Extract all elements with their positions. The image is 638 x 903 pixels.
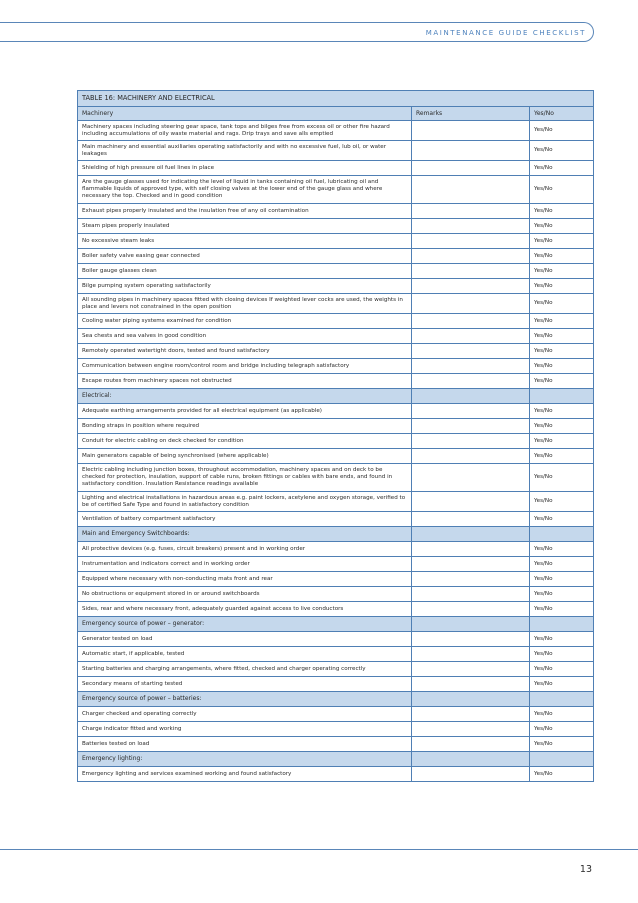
yesno-cell[interactable]: Yes/No [530, 767, 594, 782]
yesno-cell[interactable]: Yes/No [530, 572, 594, 587]
table-row [78, 176, 594, 204]
remarks-cell[interactable] [412, 329, 530, 344]
yesno-cell[interactable]: Yes/No [530, 449, 594, 464]
yesno-cell[interactable]: Yes/No [530, 464, 594, 492]
remarks-cell[interactable] [412, 419, 530, 434]
table-row [78, 314, 594, 329]
checklist-item: Batteries tested on load [78, 737, 412, 752]
checklist-item: Are the gauge glasses used for indicating the level of liquid in tanks containing oil fuel, lubricating oil and flammable liquids of approved type, with self closing valves at the lower end of the gauge glass and where necessary the top. Checked and in good condition [78, 176, 412, 204]
yesno-cell[interactable]: Yes/No [530, 161, 594, 176]
column-header-yesno: Yes/No [530, 107, 594, 121]
section-title: Emergency source of power – batteries: [78, 692, 412, 707]
remarks-cell[interactable] [412, 264, 530, 279]
checklist-item: Instrumentation and indicators correct and in working order [78, 557, 412, 572]
yesno-cell[interactable]: Yes/No [530, 264, 594, 279]
table-row [78, 464, 594, 492]
yesno-cell [530, 389, 594, 404]
remarks-cell[interactable] [412, 512, 530, 527]
yesno-cell[interactable]: Yes/No [530, 602, 594, 617]
column-header-remarks: Remarks [412, 107, 530, 121]
table-row [78, 279, 594, 294]
checklist-item: Conduit for electric cabling on deck checked for condition [78, 434, 412, 449]
yesno-cell[interactable]: Yes/No [530, 314, 594, 329]
table-row [78, 219, 594, 234]
remarks-cell[interactable] [412, 722, 530, 737]
remarks-cell[interactable] [412, 434, 530, 449]
table-row [78, 161, 594, 176]
yesno-cell[interactable]: Yes/No [530, 632, 594, 647]
table-row [78, 294, 594, 314]
yesno-cell[interactable]: Yes/No [530, 662, 594, 677]
yesno-cell [530, 692, 594, 707]
section-header-row [78, 617, 594, 632]
remarks-cell[interactable] [412, 219, 530, 234]
checklist-item: Remotely operated watertight doors, tested and found satisfactory [78, 344, 412, 359]
table-row [78, 344, 594, 359]
remarks-cell[interactable] [412, 314, 530, 329]
yesno-cell[interactable]: Yes/No [530, 647, 594, 662]
checklist-item: Boiler gauge glasses clean [78, 264, 412, 279]
checklist-item: Cooling water piping systems examined for condition [78, 314, 412, 329]
table-caption: TABLE 16: MACHINERY AND ELECTRICAL [78, 91, 594, 107]
checklist-item: Charge indicator fitted and working [78, 722, 412, 737]
table-row [78, 359, 594, 374]
yesno-cell[interactable]: Yes/No [530, 492, 594, 512]
remarks-cell[interactable] [412, 141, 530, 161]
remarks-cell[interactable] [412, 234, 530, 249]
page-number: 13 [579, 864, 592, 875]
remarks-cell[interactable] [412, 449, 530, 464]
table-row [78, 722, 594, 737]
table-row [78, 374, 594, 389]
section-title: Emergency source of power – generator: [78, 617, 412, 632]
remarks-cell[interactable] [412, 344, 530, 359]
checklist-item: Sides, rear and where necessary front, adequately guarded against access to live conductors [78, 602, 412, 617]
remarks-cell[interactable] [412, 572, 530, 587]
yesno-cell[interactable]: Yes/No [530, 234, 594, 249]
checklist-table [77, 90, 594, 782]
yesno-cell[interactable]: Yes/No [530, 329, 594, 344]
yesno-cell[interactable]: Yes/No [530, 249, 594, 264]
remarks-cell[interactable] [412, 677, 530, 692]
remarks-cell [412, 692, 530, 707]
yesno-cell[interactable]: Yes/No [530, 722, 594, 737]
table-row [78, 492, 594, 512]
remarks-cell [412, 389, 530, 404]
remarks-cell[interactable] [412, 767, 530, 782]
checklist-item: Machinery spaces including steering gear space, tank tops and bilges free from excess oil or other fire hazard including accumulations of oily waste material and rags. Drip trays and save alls emptied [78, 121, 412, 141]
table-row [78, 264, 594, 279]
table-row [78, 662, 594, 677]
checklist-item: Sea chests and sea valves in good condition [78, 329, 412, 344]
remarks-cell[interactable] [412, 279, 530, 294]
table-caption-row [78, 91, 594, 107]
remarks-cell[interactable] [412, 464, 530, 492]
yesno-cell[interactable]: Yes/No [530, 434, 594, 449]
yesno-cell[interactable]: Yes/No [530, 707, 594, 722]
remarks-cell[interactable] [412, 176, 530, 204]
remarks-cell[interactable] [412, 249, 530, 264]
section-header-row [78, 692, 594, 707]
table-row [78, 647, 594, 662]
table-row [78, 677, 594, 692]
yesno-cell[interactable]: Yes/No [530, 279, 594, 294]
remarks-cell [412, 752, 530, 767]
checklist-item: Boiler safety valve easing gear connected [78, 249, 412, 264]
remarks-cell[interactable] [412, 121, 530, 141]
checklist-item: Starting batteries and charging arrangements, where fitted, checked and charger operating correctly [78, 662, 412, 677]
yesno-cell[interactable]: Yes/No [530, 359, 594, 374]
yesno-cell[interactable]: Yes/No [530, 176, 594, 204]
table-row [78, 121, 594, 141]
remarks-cell[interactable] [412, 602, 530, 617]
yesno-cell[interactable]: Yes/No [530, 557, 594, 572]
checklist-item: Main machinery and essential auxiliaries operating satisfactorily and with no excessive fuel, lub oil, or water leakages [78, 141, 412, 161]
yesno-cell[interactable]: Yes/No [530, 419, 594, 434]
section-title: Main and Emergency Switchboards: [78, 527, 412, 542]
remarks-cell[interactable] [412, 632, 530, 647]
checklist-item: Adequate earthing arrangements provided for all electrical equipment (as applicable) [78, 404, 412, 419]
remarks-cell[interactable] [412, 492, 530, 512]
table-row [78, 572, 594, 587]
checklist-item: Communication between engine room/control room and bridge including telegraph satisfactory [78, 359, 412, 374]
yesno-cell[interactable]: Yes/No [530, 374, 594, 389]
remarks-cell[interactable] [412, 557, 530, 572]
checklist-item: No excessive steam leaks [78, 234, 412, 249]
yesno-cell[interactable]: Yes/No [530, 204, 594, 219]
table-row [78, 767, 594, 782]
checklist-item: Lighting and electrical installations in hazardous areas e.g. paint lockers, acetylene and oxygen storage, verified to be of certified Safe Type and found in satisfactory condition [78, 492, 412, 512]
yesno-cell[interactable]: Yes/No [530, 344, 594, 359]
remarks-cell[interactable] [412, 161, 530, 176]
section-title: Emergency lighting: [78, 752, 412, 767]
table-row [78, 587, 594, 602]
checklist-item: Emergency lighting and services examined working and found satisfactory [78, 767, 412, 782]
section-header-row [78, 389, 594, 404]
table-row [78, 234, 594, 249]
table-row [78, 512, 594, 527]
yesno-cell[interactable]: Yes/No [530, 141, 594, 161]
remarks-cell[interactable] [412, 707, 530, 722]
remarks-cell[interactable] [412, 647, 530, 662]
checklist-item: Automatic start, if applicable, tested [78, 647, 412, 662]
section-header-row [78, 527, 594, 542]
checklist-item: All protective devices (e.g. fuses, circuit breakers) present and in working order [78, 542, 412, 557]
yesno-cell [530, 617, 594, 632]
checklist-item: All sounding pipes in machinery spaces fitted with closing devices If weighted lever cocks are used, the weights in place and levers not constrained in the open position [78, 294, 412, 314]
table-row [78, 602, 594, 617]
checklist-item: Steam pipes properly insulated [78, 219, 412, 234]
checklist-item: Generator tested on load [78, 632, 412, 647]
page-header-title: MAINTENANCE GUIDE CHECKLIST [425, 29, 586, 37]
remarks-cell[interactable] [412, 662, 530, 677]
checklist-item: Main generators capable of being synchronised (where applicable) [78, 449, 412, 464]
remarks-cell[interactable] [412, 204, 530, 219]
remarks-cell[interactable] [412, 294, 530, 314]
checklist-item: Electric cabling including junction boxes, throughout accommodation, machinery spaces and on deck to be checked for protection, insulation, support of cable runs, broken fittings or cables with bare ends, and found in satisfactory condition. Insulation Resistance readings available [78, 464, 412, 492]
remarks-cell[interactable] [412, 374, 530, 389]
yesno-cell[interactable]: Yes/No [530, 294, 594, 314]
table-row [78, 557, 594, 572]
checklist-item: Bilge pumping system operating satisfactorily [78, 279, 412, 294]
remarks-cell [412, 617, 530, 632]
table-row [78, 141, 594, 161]
yesno-cell [530, 752, 594, 767]
table-header-row [78, 107, 594, 121]
remarks-cell [412, 527, 530, 542]
table-row [78, 419, 594, 434]
footer-rule [0, 849, 638, 850]
table-row [78, 632, 594, 647]
table-row [78, 542, 594, 557]
yesno-cell[interactable]: Yes/No [530, 121, 594, 141]
yesno-cell [530, 527, 594, 542]
checklist-item: Shielding of high pressure oil fuel lines in place [78, 161, 412, 176]
column-header-item: Machinery [78, 107, 412, 121]
remarks-cell[interactable] [412, 737, 530, 752]
table-row [78, 449, 594, 464]
checklist-item: Ventilation of battery compartment satisfactory [78, 512, 412, 527]
checklist-item: No obstructions or equipment stored in or around switchboards [78, 587, 412, 602]
yesno-cell[interactable]: Yes/No [530, 677, 594, 692]
checklist-item: Escape routes from machinery spaces not obstructed [78, 374, 412, 389]
table-row [78, 707, 594, 722]
table-row [78, 249, 594, 264]
yesno-cell[interactable]: Yes/No [530, 542, 594, 557]
checklist-item: Bonding straps in position where required [78, 419, 412, 434]
yesno-cell[interactable]: Yes/No [530, 219, 594, 234]
table-row [78, 404, 594, 419]
remarks-cell[interactable] [412, 359, 530, 374]
checklist-item: Equipped where necessary with non-conducting mats front and rear [78, 572, 412, 587]
yesno-cell[interactable]: Yes/No [530, 512, 594, 527]
section-title: Electrical: [78, 389, 412, 404]
remarks-cell[interactable] [412, 404, 530, 419]
remarks-cell[interactable] [412, 587, 530, 602]
yesno-cell[interactable]: Yes/No [530, 587, 594, 602]
table-row [78, 329, 594, 344]
yesno-cell[interactable]: Yes/No [530, 737, 594, 752]
remarks-cell[interactable] [412, 542, 530, 557]
table-row [78, 434, 594, 449]
checklist-item: Secondary means of starting tested [78, 677, 412, 692]
table-row [78, 204, 594, 219]
table-row [78, 737, 594, 752]
checklist-item: Charger checked and operating correctly [78, 707, 412, 722]
checklist-item: Exhaust pipes properly insulated and the insulation free of any oil contamination [78, 204, 412, 219]
section-header-row [78, 752, 594, 767]
yesno-cell[interactable]: Yes/No [530, 404, 594, 419]
